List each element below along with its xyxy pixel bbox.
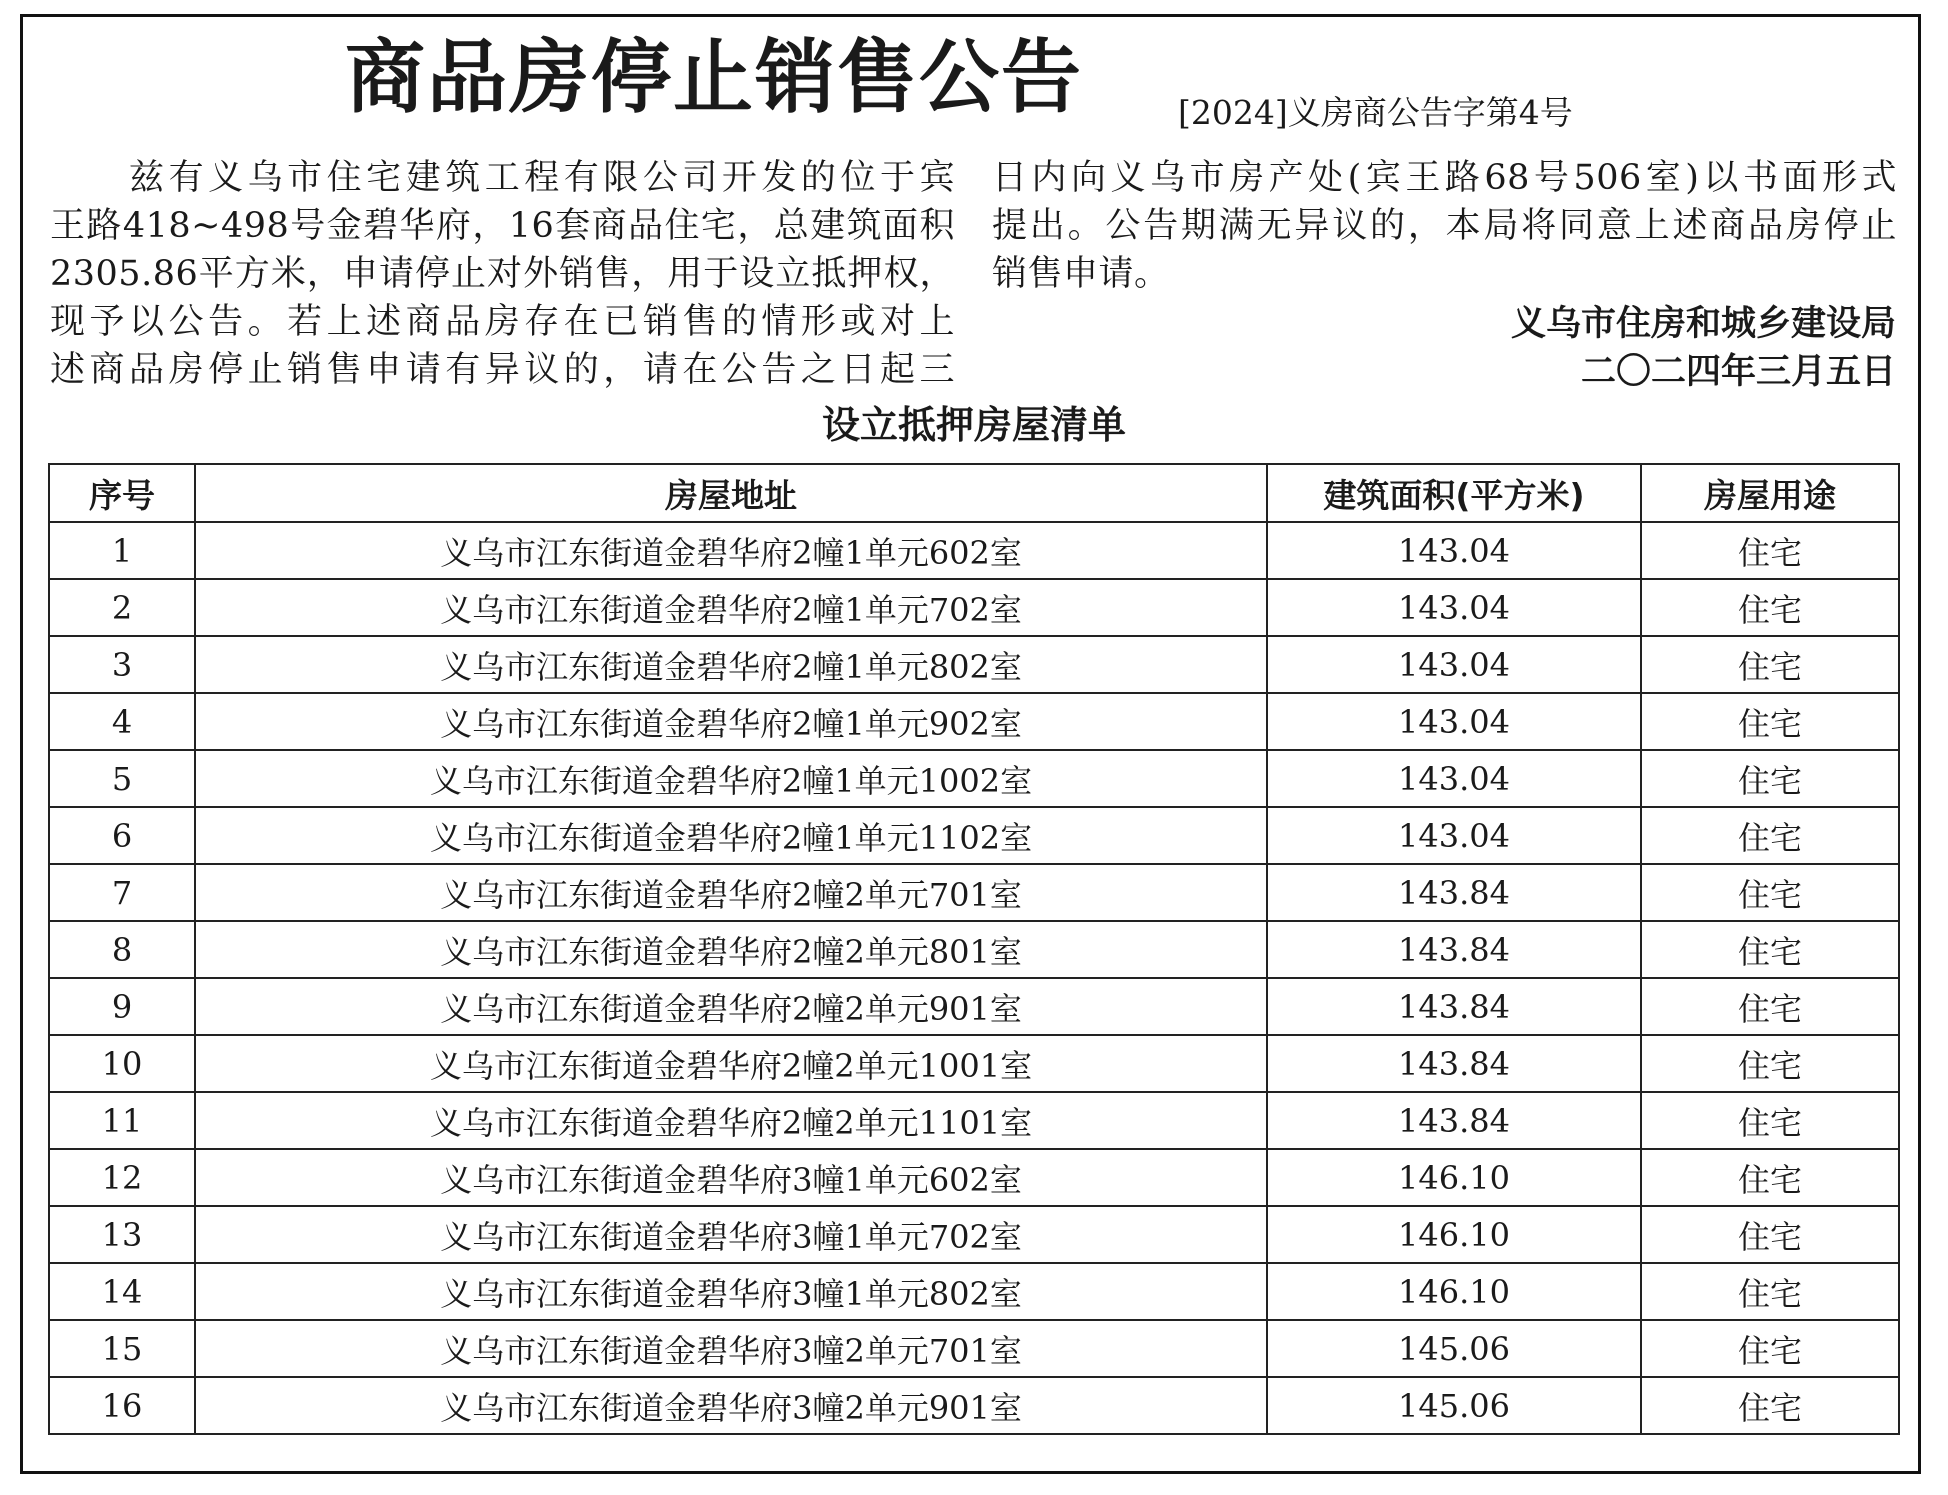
table-row: [49, 864, 1899, 921]
table-row: [49, 1206, 1899, 1263]
announcement-title: 商品房停止销售公告: [345, 31, 1083, 124]
row-address: 义乌市江东街道金碧华府3幢1单元602室: [195, 1149, 1267, 1206]
row-usage: 住宅: [1641, 1377, 1899, 1434]
row-usage: 住宅: [1641, 978, 1899, 1035]
table-row: [49, 693, 1899, 750]
row-address: 义乌市江东街道金碧华府2幢1单元802室: [195, 636, 1267, 693]
table-body: [49, 522, 1899, 1434]
row-usage: 住宅: [1641, 1035, 1899, 1092]
body-line: 兹有义乌市住宅建筑工程有限公司开发的位于宾: [50, 158, 955, 198]
row-index: 6: [49, 807, 195, 864]
row-usage: 住宅: [1641, 522, 1899, 579]
column-header-index: 序号: [49, 464, 195, 522]
column-header-address: 房屋地址: [195, 464, 1267, 522]
table-row: [49, 978, 1899, 1035]
row-index: 11: [49, 1092, 195, 1149]
row-area: 143.04: [1267, 579, 1641, 636]
property-list-table: [48, 463, 1900, 1435]
row-area: 143.04: [1267, 807, 1641, 864]
announcement-body-right: [992, 154, 1897, 298]
row-usage: 住宅: [1641, 1149, 1899, 1206]
row-area: 143.04: [1267, 522, 1641, 579]
row-area: 143.84: [1267, 1035, 1641, 1092]
row-index: 1: [49, 522, 195, 579]
table-row: [49, 1035, 1899, 1092]
table-row: [49, 1263, 1899, 1320]
row-area: 143.04: [1267, 693, 1641, 750]
row-area: 146.10: [1267, 1263, 1641, 1320]
row-address: 义乌市江东街道金碧华府3幢2单元701室: [195, 1320, 1267, 1377]
row-address: 义乌市江东街道金碧华府2幢2单元801室: [195, 921, 1267, 978]
table-row: [49, 579, 1899, 636]
row-index: 2: [49, 579, 195, 636]
row-index: 13: [49, 1206, 195, 1263]
row-address: 义乌市江东街道金碧华府2幢1单元1102室: [195, 807, 1267, 864]
body-line: 现予以公告。若上述商品房存在已销售的情形或对上: [50, 302, 955, 342]
row-usage: 住宅: [1641, 921, 1899, 978]
table-row: [49, 1320, 1899, 1377]
row-area: 146.10: [1267, 1149, 1641, 1206]
row-address: 义乌市江东街道金碧华府2幢1单元902室: [195, 693, 1267, 750]
row-address: 义乌市江东街道金碧华府2幢1单元1002室: [195, 750, 1267, 807]
row-index: 7: [49, 864, 195, 921]
signature-block: [1511, 300, 1896, 396]
row-area: 143.04: [1267, 750, 1641, 807]
row-area: 143.04: [1267, 636, 1641, 693]
row-index: 8: [49, 921, 195, 978]
row-index: 3: [49, 636, 195, 693]
row-index: 9: [49, 978, 195, 1035]
issuing-authority: 义乌市住房和城乡建设局: [1510, 304, 1896, 344]
row-usage: 住宅: [1641, 693, 1899, 750]
issue-date: 二〇二四年三月五日: [1580, 352, 1896, 392]
row-area: 145.06: [1267, 1320, 1641, 1377]
table-header-row: [49, 464, 1899, 522]
body-line: 日内向义乌市房产处(宾王路68号506室)以书面形式: [992, 158, 1897, 198]
row-usage: 住宅: [1641, 864, 1899, 921]
table-row: [49, 921, 1899, 978]
row-usage: 住宅: [1641, 1092, 1899, 1149]
row-address: 义乌市江东街道金碧华府2幢2单元1101室: [195, 1092, 1267, 1149]
row-address: 义乌市江东街道金碧华府3幢1单元702室: [195, 1206, 1267, 1263]
row-area: 145.06: [1267, 1377, 1641, 1434]
column-header-usage: 房屋用途: [1641, 464, 1899, 522]
table-row: [49, 807, 1899, 864]
row-area: 146.10: [1267, 1206, 1641, 1263]
body-line: 提出。公告期满无异议的，本局将同意上述商品房停止: [992, 206, 1897, 246]
body-line: 销售申请。: [992, 254, 1170, 294]
row-address: 义乌市江东街道金碧华府3幢2单元901室: [195, 1377, 1267, 1434]
row-address: 义乌市江东街道金碧华府2幢2单元1001室: [195, 1035, 1267, 1092]
row-usage: 住宅: [1641, 750, 1899, 807]
row-index: 12: [49, 1149, 195, 1206]
table-row: [49, 1149, 1899, 1206]
body-line: 2305.86平方米，申请停止对外销售，用于设立抵押权，: [50, 254, 955, 294]
document-number: [2024]义房商公告字第4号: [1178, 93, 1573, 132]
row-usage: 住宅: [1641, 807, 1899, 864]
row-address: 义乌市江东街道金碧华府2幢1单元602室: [195, 522, 1267, 579]
table-row: [49, 522, 1899, 579]
table-title: 设立抵押房屋清单: [821, 403, 1126, 447]
row-address: 义乌市江东街道金碧华府2幢1单元702室: [195, 579, 1267, 636]
row-usage: 住宅: [1641, 636, 1899, 693]
row-area: 143.84: [1267, 921, 1641, 978]
table-row: [49, 750, 1899, 807]
body-line: 述商品房停止销售申请有异议的，请在公告之日起三: [50, 350, 955, 390]
row-index: 16: [49, 1377, 195, 1434]
row-usage: 住宅: [1641, 1263, 1899, 1320]
announcement-body-left: [50, 154, 955, 394]
row-usage: 住宅: [1641, 1320, 1899, 1377]
row-address: 义乌市江东街道金碧华府2幢2单元901室: [195, 978, 1267, 1035]
column-header-area: 建筑面积(平方米): [1267, 464, 1641, 522]
table-row: [49, 1377, 1899, 1434]
row-address: 义乌市江东街道金碧华府3幢1单元802室: [195, 1263, 1267, 1320]
row-index: 14: [49, 1263, 195, 1320]
body-line: 王路418~498号金碧华府，16套商品住宅，总建筑面积: [50, 206, 955, 246]
row-area: 143.84: [1267, 1092, 1641, 1149]
row-index: 15: [49, 1320, 195, 1377]
row-usage: 住宅: [1641, 1206, 1899, 1263]
table-row: [49, 636, 1899, 693]
row-index: 10: [49, 1035, 195, 1092]
row-area: 143.84: [1267, 864, 1641, 921]
table-row: [49, 1092, 1899, 1149]
row-index: 4: [49, 693, 195, 750]
row-address: 义乌市江东街道金碧华府2幢2单元701室: [195, 864, 1267, 921]
row-area: 143.84: [1267, 978, 1641, 1035]
row-usage: 住宅: [1641, 579, 1899, 636]
row-index: 5: [49, 750, 195, 807]
